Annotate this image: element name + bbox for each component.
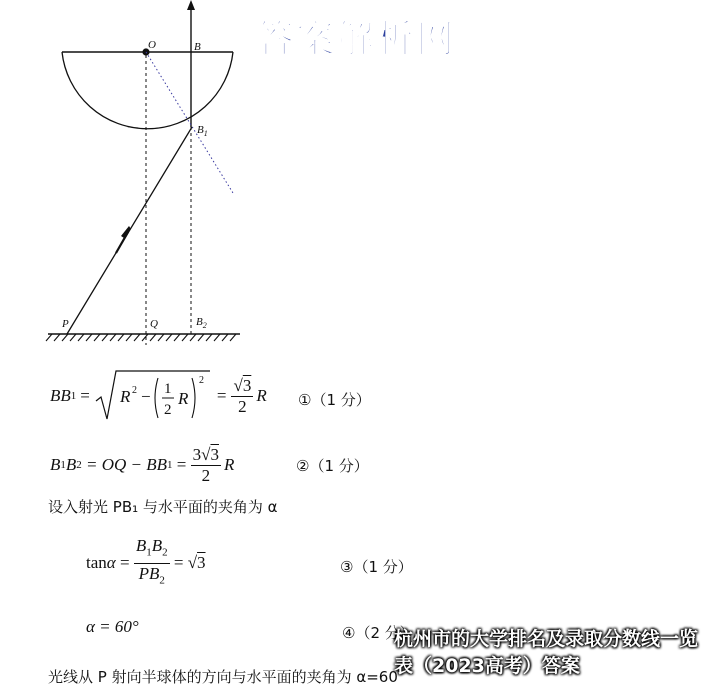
label-p: P bbox=[62, 318, 69, 330]
label-b: B bbox=[194, 41, 201, 53]
score-tag-2: ②（1 分） bbox=[296, 457, 369, 475]
label-b2: $B_2$ bbox=[196, 316, 207, 330]
fraction-sqrt3-over-2: $\frac{√3}{2}$ bbox=[233, 375, 252, 416]
equation-4: α = 60° bbox=[86, 617, 139, 636]
svg-text:2: 2 bbox=[163, 402, 172, 418]
svg-text:2: 2 bbox=[131, 385, 137, 396]
label-b1: $B_1$ bbox=[197, 124, 208, 138]
score-tag-1: ①（1 分） bbox=[298, 391, 371, 409]
fraction-3sqrt3-over-2: $\frac{3√3}{2}$ bbox=[192, 444, 219, 485]
arrowhead-up-icon bbox=[187, 0, 195, 10]
overlay-caption-link[interactable]: 杭州市的大学排名及录取分数线一览表（2023高考）答案 bbox=[394, 628, 699, 677]
text-conclusion: 光线从 P 射向半球体的方向与水平面的夹角为 α=60 bbox=[48, 668, 398, 686]
radical-1 bbox=[94, 369, 212, 423]
score-tag-3: ③（1 分） bbox=[340, 558, 413, 576]
label-q: Q bbox=[150, 318, 158, 330]
svg-text:R: R bbox=[119, 387, 131, 406]
normal-dotted-line bbox=[146, 52, 233, 193]
watermark-title: 答案解析网 bbox=[256, 17, 457, 61]
geometry-diagram bbox=[0, 0, 260, 345]
equation-3: tan α = $\frac{B_1B_2}{PB_2}$ = √3 bbox=[86, 538, 206, 588]
label-o: O bbox=[148, 39, 156, 51]
equation-2: B 1 B 2 = OQ − BB 1 = $\frac{3√3}{2}$ R bbox=[50, 444, 235, 485]
hemisphere-arc bbox=[62, 52, 233, 129]
fraction-b1b2-over-pb2: $\frac{B_1B_2}{PB_2}$ bbox=[135, 536, 168, 586]
ground-hatching bbox=[46, 334, 236, 341]
score-tag-4: ④（2 分） bbox=[342, 624, 415, 642]
svg-text:R: R bbox=[177, 389, 189, 408]
text-angle-definition: 设入射光 PB₁ 与水平面的夹角为 α bbox=[48, 498, 278, 516]
svg-text:−: − bbox=[140, 387, 151, 406]
svg-text:1: 1 bbox=[163, 381, 172, 397]
equation-1: BB 1 = R 2 − 1 2 R 2 = $\frac{√3}{2}$ R bbox=[50, 366, 267, 426]
svg-text:2: 2 bbox=[198, 375, 204, 386]
